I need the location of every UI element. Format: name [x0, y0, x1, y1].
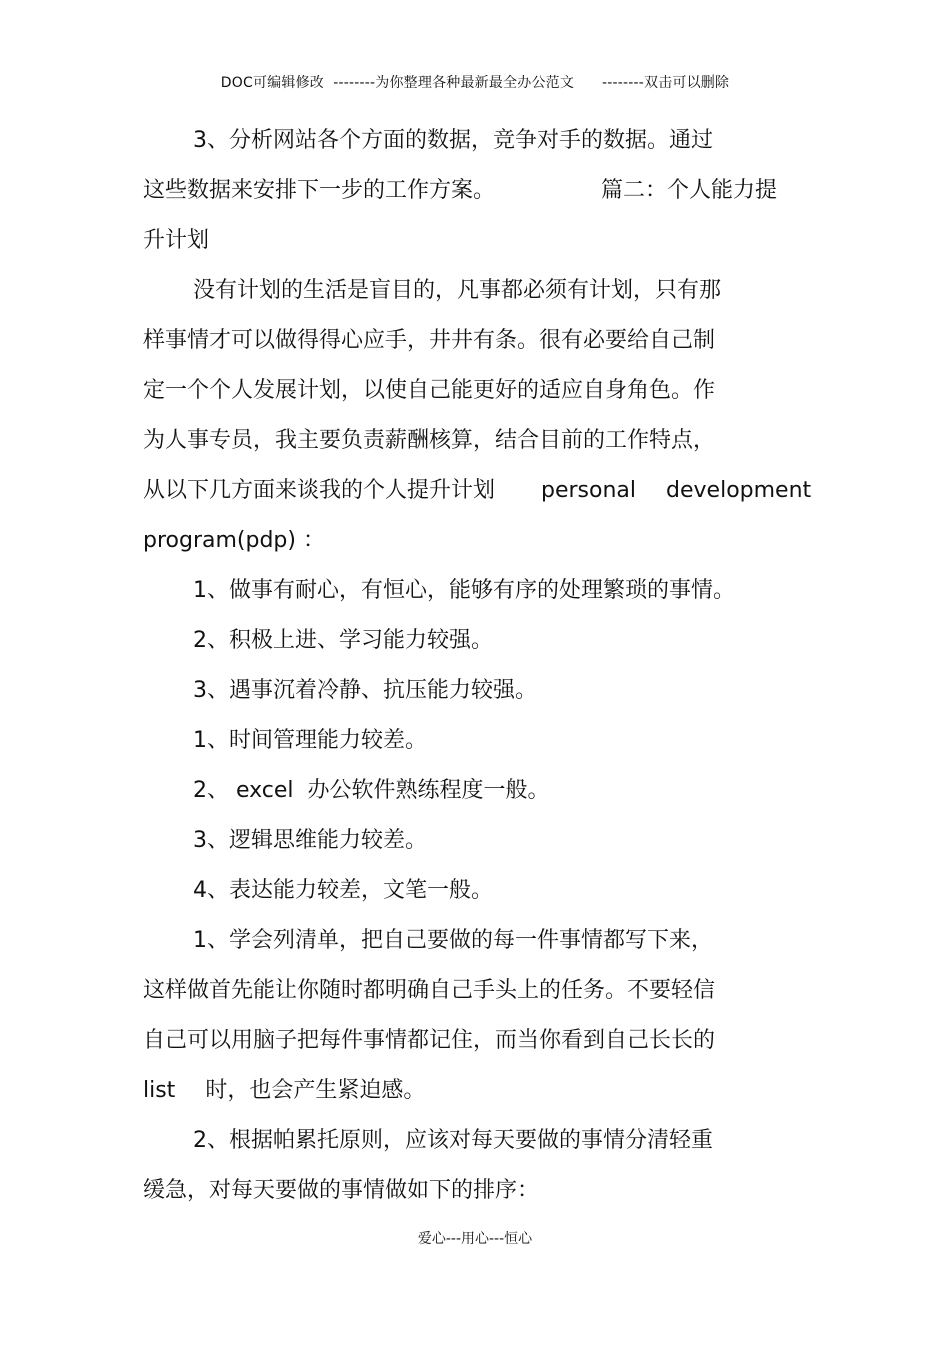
page-footer: 爱心---用心---恒心	[417, 1231, 533, 1247]
line-text: development	[666, 478, 812, 503]
line-text: 这些数据来安排下一步的工作方案。	[143, 178, 496, 203]
paragraph-line	[143, 166, 807, 216]
section-heading: 篇二：个人能力提	[601, 178, 778, 203]
paragraph-line	[143, 466, 812, 516]
list-item: 1、做事有耐心，有恒心，能够有序的处理繁琐的事情。	[193, 578, 735, 603]
list-item: 3、逻辑思维能力较差。	[193, 828, 427, 853]
paragraph-line: 这样做首先能让你随时都明确自己手头上的任务。不要轻信	[143, 978, 716, 1003]
list-item: 2、积极上进、学习能力较强。	[193, 628, 493, 653]
paragraph-line: program(pdp) ：	[143, 528, 325, 553]
paragraph-line: 没有计划的生活是盲目的，凡事都必须有计划，只有那	[193, 278, 722, 303]
document-body	[143, 116, 812, 1216]
paragraph-line: 定一个个人发展计划，以使自己能更好的适应自身角色。作	[143, 378, 716, 403]
paragraph-line: 为人事专员，我主要负责薪酬核算，结合目前的工作特点，	[143, 428, 716, 453]
paragraph-line: 1、学会列清单，把自己要做的每一件事情都写下来，	[193, 928, 713, 953]
list-item: 3、遇事沉着冷静、抗压能力较强。	[193, 678, 537, 703]
line-text: 从以下几方面来谈我的个人提升计划	[143, 478, 496, 503]
line-text: 时，也会产生紧迫感。	[205, 1078, 426, 1103]
list-item: 2、 excel 办公软件熟练程度一般。	[193, 778, 550, 803]
page-header: DOC可编辑修改 --------为你整理各种最新最全办公范文 --------双击可以删除	[220, 75, 730, 91]
paragraph-line: 升计划	[143, 228, 210, 253]
paragraph-line: 3、分析网站各个方面的数据，竞争对手的数据。通过	[193, 128, 713, 153]
list-item: 1、时间管理能力较差。	[193, 728, 427, 753]
paragraph-line: 2、根据帕累托原则，应该对每天要做的事情分清轻重	[193, 1128, 713, 1153]
paragraph-line: 样事情才可以做得得心应手，井井有条。很有必要给自己制	[143, 328, 716, 353]
paragraph-line: 缓急，对每天要做的事情做如下的排序：	[143, 1178, 540, 1203]
line-text: personal	[541, 478, 637, 503]
paragraph-line: 自己可以用脑子把每件事情都记住，而当你看到自己长长的	[143, 1028, 716, 1053]
paragraph-line	[143, 1066, 807, 1116]
list-item: 4、表达能力较差，文笔一般。	[193, 878, 493, 903]
line-text: list	[143, 1078, 176, 1103]
